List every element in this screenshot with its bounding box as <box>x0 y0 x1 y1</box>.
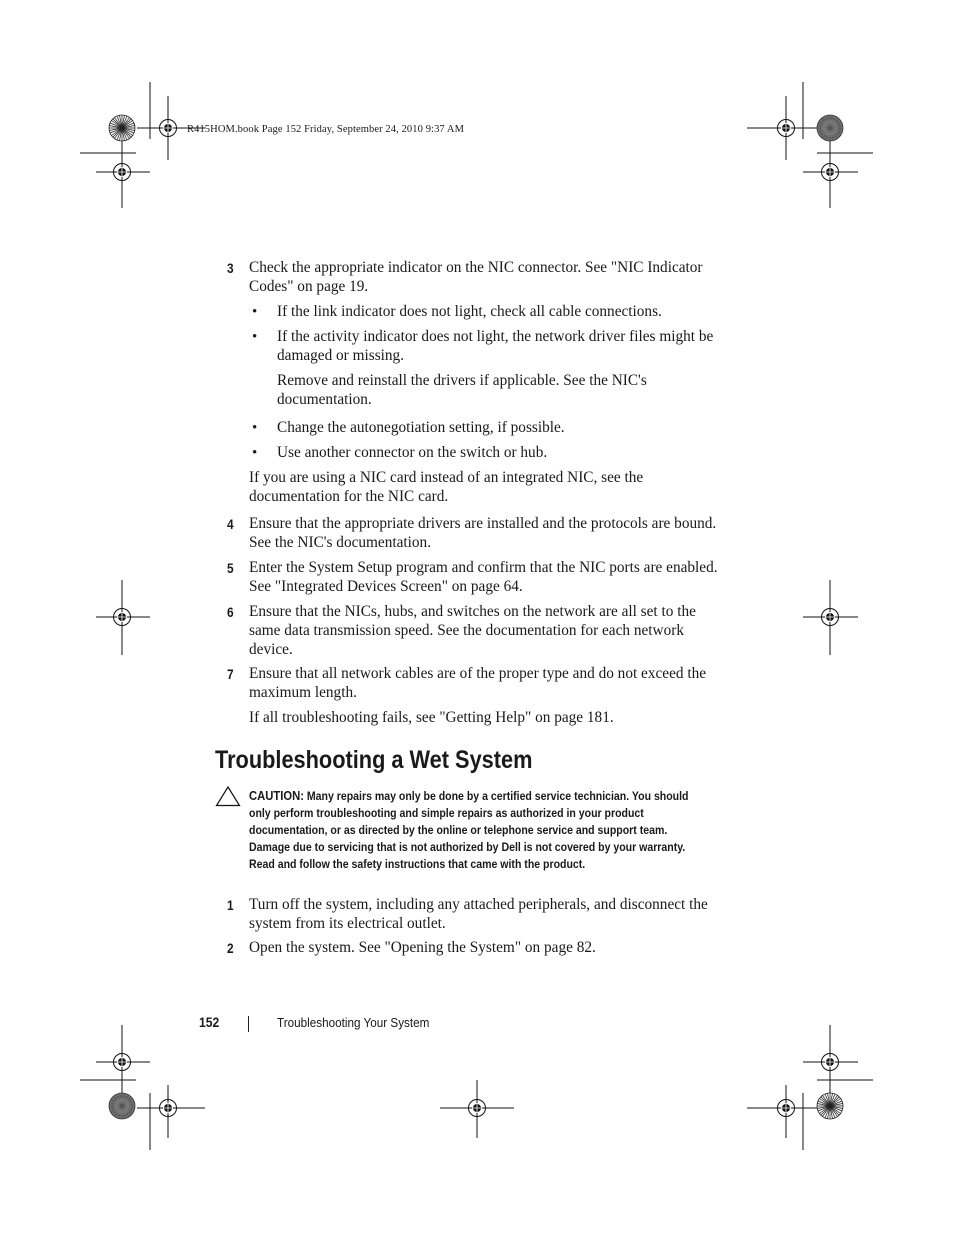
page-number: 152 <box>199 1015 220 1030</box>
step-number: 6 <box>227 605 234 620</box>
final-note: If all troubleshooting fails, see "Getting Help" on page 181. <box>249 709 614 726</box>
step-number: 4 <box>227 517 234 532</box>
print-slug: R415HOM.book Page 152 Friday, September 24, 2010 9:37 AM <box>187 124 465 135</box>
footer-divider <box>248 1016 249 1032</box>
caution-label: CAUTION: <box>249 788 304 803</box>
step-number: 1 <box>227 898 234 913</box>
bullet-note: Remove and reinstall the drivers if applicable. See the NIC's documentation. <box>277 372 647 408</box>
chapter-title: Troubleshooting Your System <box>277 1015 430 1030</box>
bullet-icon: • <box>252 329 258 345</box>
caution-notice <box>249 787 699 873</box>
step-number: 3 <box>227 261 234 276</box>
step-text: Check the appropriate indicator on the NIC connector. See "NIC Indicator Codes" on page 19. <box>249 259 703 295</box>
caution-triangle-icon <box>215 785 241 807</box>
section-heading: Troubleshooting a Wet System <box>215 746 533 774</box>
step-text: Turn off the system, including any attached peripherals, and disconnect the system from its electrical outlet. <box>249 896 708 932</box>
bullet-icon: • <box>252 420 258 436</box>
step-note: If you are using a NIC card instead of an integrated NIC, see the documentation for the NIC card. <box>249 469 644 505</box>
bullet-item: If the link indicator does not light, check all cable connections. <box>277 303 662 320</box>
bullet-item: If the activity indicator does not light, the network driver files might be damaged or missing. <box>277 328 714 364</box>
bullet-item: Change the autonegotiation setting, if possible. <box>277 419 565 436</box>
step-text: Open the system. See "Opening the System" on page 82. <box>249 939 596 956</box>
bullet-item: Use another connector on the switch or hub. <box>277 444 548 461</box>
step-number: 2 <box>227 941 234 956</box>
step-text: Ensure that all network cables are of the proper type and do not exceed the maximum length. <box>249 665 707 701</box>
bullet-icon: • <box>252 304 258 320</box>
step-number: 5 <box>227 561 234 576</box>
bullet-icon: • <box>252 445 258 461</box>
step-text: Ensure that the appropriate drivers are installed and the protocols are bound. See the NIC's documentation. <box>249 515 717 551</box>
step-text: Enter the System Setup program and confirm that the NIC ports are enabled. See "Integrated Devices Screen" on page 64. <box>249 559 718 595</box>
caution-text: Many repairs may only be done by a certified service technician. You should only perform troubleshooting and simple repairs as authorized in your product documentation, or as directed by the online or telephone service and support team. Damage due to servicing that is not authorized by Dell is not covered by your warranty. Read and follow the safety instructions that came with the product. <box>249 789 689 871</box>
step-number: 7 <box>227 667 234 682</box>
step-text: Ensure that the NICs, hubs, and switches on the network are all set to the same data transmission speed. See the documentation for each network device. <box>249 603 696 658</box>
